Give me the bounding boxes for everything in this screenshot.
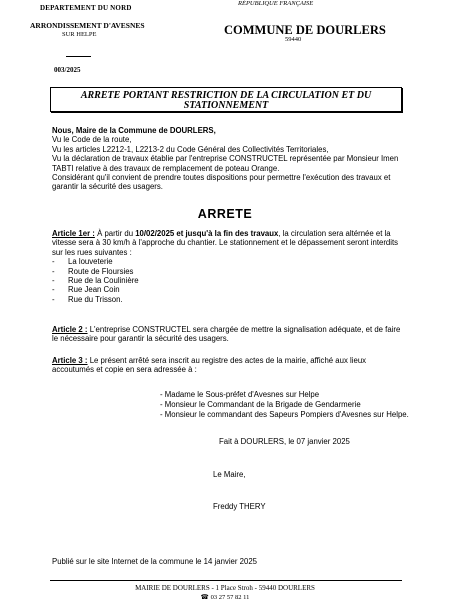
- list-item: - Rue Jean Coin: [52, 285, 408, 294]
- divider: [66, 56, 91, 57]
- le-maire: Le Maire,: [213, 470, 246, 479]
- article-1-pre: À partir du: [94, 229, 136, 238]
- departement: DEPARTEMENT DU NORD: [40, 4, 132, 12]
- republique-francaise: RÉPUBLIQUE FRANÇAISE: [238, 0, 314, 7]
- reference-number: 003/2025: [54, 66, 81, 74]
- list-item: - Rue du Trisson.: [52, 295, 408, 304]
- article-3-label: Article 3 :: [52, 356, 88, 365]
- article-2-text: L'entreprise CONSTRUCTEL sera chargée de mettre la signalisation adéquate, et de faire le nécessaire pour garantir la sécurité des usagers.: [52, 325, 401, 344]
- article-2-label: Article 2 :: [52, 325, 88, 334]
- article-1-label: Article 1er :: [52, 229, 95, 238]
- recipient-item: - Monsieur le commandant des Sapeurs Pompiers d'Avesnes sur Helpe.: [160, 410, 409, 419]
- arrondissement: ARRONDISSEMENT D'AVESNES: [30, 21, 145, 30]
- article-1: [52, 229, 408, 304]
- footer-address: MAIRIE DE DOURLERS - 1 Place Stroh - 59440 DOURLERS: [135, 584, 315, 592]
- fait-a: Fait à DOURLERS, le 07 janvier 2025: [219, 437, 350, 446]
- document-title: ARRETE PORTANT RESTRICTION DE LA CIRCULATION ET DU STATIONNEMENT: [80, 90, 372, 111]
- code-postal: 59440: [285, 36, 302, 43]
- intro-line: Vu le Code de la route,: [52, 135, 132, 145]
- intro-line: Considérant qu'il convient de prendre toutes dispositions pour permettre l'exécution des travaux et garantir la sécurité des usagers.: [52, 173, 391, 192]
- phone-number: 03 27 57 82 11: [210, 594, 250, 601]
- recipients-list: [160, 390, 409, 420]
- article-1-text: , la circulation sera altérnée et la vitesse sera à 30 km/h à l'approche du chantier. Le stationnement et le dépassement seront interdits sur les rues suivantes :: [52, 229, 399, 257]
- street-list: [52, 257, 408, 304]
- article-1-dates: 10/02/2025 et jusqu'à la fin des travaux: [135, 229, 279, 238]
- intro-line: Vu les articles L2212-1, L2213-2 du Code Général des Collectivités Territoriales,: [52, 144, 329, 154]
- title-box: [50, 87, 402, 112]
- article-3-text: Le présent arrêté sera inscrit au registre des actes de la mairie, affiché aux lieux accoutumés et copie en sera adressée à :: [52, 356, 367, 375]
- phone-icon: ☎: [200, 594, 209, 601]
- list-item: - La louveterie: [52, 257, 408, 266]
- intro-lead: Nous, Maire de la Commune de DOURLERS,: [52, 126, 216, 135]
- footer-divider: [50, 580, 402, 581]
- list-item: - Rue de la Coulinière: [52, 276, 408, 285]
- arrete-heading: ARRETE: [197, 207, 253, 221]
- signataire: Freddy THERY: [213, 502, 266, 511]
- intro-block: [52, 126, 408, 192]
- intro-line: Vu la déclaration de travaux établie par l'entreprise CONSTRUCTEL représentée par Monsieur Imen TABTI relative à des travaux de remplacement de poteau Orange.: [52, 154, 399, 173]
- recipient-item: - Madame le Sous-préfet d'Avesnes sur Helpe: [160, 390, 320, 399]
- publication-note: Publié sur le site Internet de la commune le 14 janvier 2025: [52, 557, 258, 566]
- commune-title: COMMUNE DE DOURLERS: [224, 23, 386, 37]
- sur-helpe: SUR HELPE: [62, 31, 97, 38]
- recipient-item: - Monsieur le Commandant de la Brigade de Gendarmerie: [160, 400, 361, 409]
- list-item: - Route de Floursies: [52, 267, 408, 276]
- article-2: [52, 325, 408, 344]
- article-3: [52, 356, 408, 375]
